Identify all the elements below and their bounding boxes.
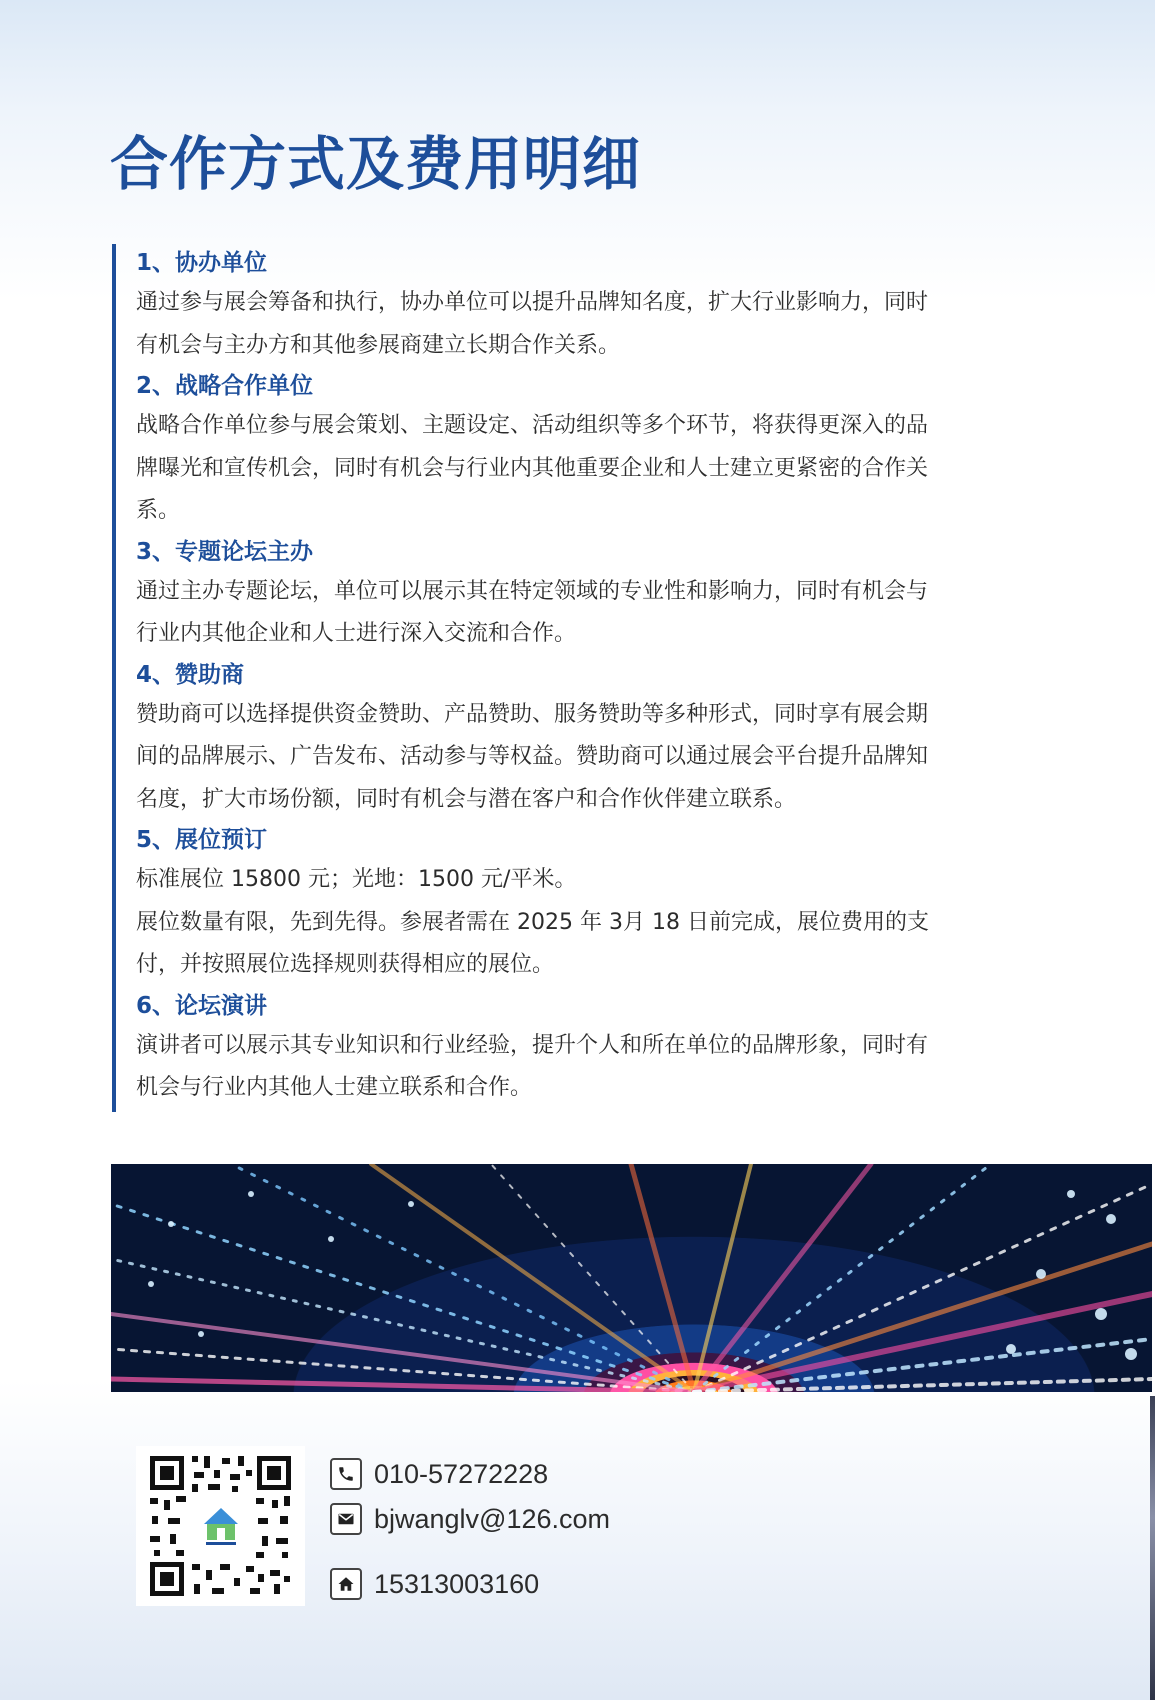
section-text-line: 演讲者可以展示其专业知识和行业经验，提升个人和所在单位的品牌形象，同时有 [136, 1032, 929, 1058]
section-heading-booth-booking: 5、展位预订 [136, 827, 268, 853]
section-heading-sponsor: 4、赞助商 [136, 661, 245, 688]
section-text-line: 通过参与展会筹备和执行，协办单位可以提升品牌知名度，扩大行业影响力，同时 [136, 290, 929, 315]
section-text-line: 标准展位 15800 元；光地：1500 元/平米。 [136, 867, 577, 892]
contact-email-text: bjwanglv@126.com [374, 1503, 611, 1534]
contact-email-row [330, 1503, 610, 1535]
section-text-line: 付，并按照展位选择规则获得相应的展位。 [136, 952, 555, 977]
page-title: 合作方式及费用明细 [110, 130, 642, 198]
qr-code [136, 1446, 305, 1606]
qr-code-graphic [146, 1452, 295, 1600]
edge-decoration [1150, 1396, 1155, 1700]
mail-icon [330, 1503, 362, 1535]
content-section [112, 244, 1042, 1112]
contact-mobile-text: 15313003160 [374, 1568, 540, 1599]
section-text-line: 通过主办专题论坛，单位可以展示其在特定领域的专业性和影响力，同时有机会与 [136, 578, 929, 604]
section-text-line: 展位数量有限，先到先得。参展者需在 2025 年 3月 18 日前完成，展位费用的支 [136, 909, 929, 935]
section-text-line: 行业内其他企业和人士进行深入交流和合作。 [136, 621, 577, 646]
section-text-line: 间的品牌展示、广告发布、活动参与等权益。赞助商可以通过展会平台提升品牌知 [136, 744, 929, 769]
section-text-line: 系。 [136, 498, 181, 523]
section-text-line: 战略合作单位参与展会策划、主题设定、活动组织等多个环节，将获得更深入的品 [136, 413, 929, 438]
section-text-line: 赞助商可以选择提供资金赞助、产品赞助、服务赞助等多种形式，同时享有展会期 [136, 701, 929, 727]
section-text-line: 有机会与主办方和其他参展商建立长期合作关系。 [136, 332, 621, 358]
contact-phone-row [330, 1458, 548, 1490]
section-heading-forum-host: 3、专题论坛主办 [136, 538, 314, 565]
section-heading-forum-speech: 6、论坛演讲 [136, 992, 268, 1019]
section-text-line: 牌曝光和宣传机会，同时有机会与行业内其他重要企业和人士建立更紧密的合作关 [136, 455, 929, 481]
section-text-line: 名度，扩大市场份额，同时有机会与潜在客户和合作伙伴建立联系。 [136, 786, 797, 812]
phone-icon [330, 1458, 362, 1490]
section-heading-strategic-partner: 2、战略合作单位 [136, 373, 314, 399]
section-heading-co-organizer: 1、协办单位 [136, 250, 268, 276]
home-icon [330, 1568, 362, 1600]
contact-phone-text: 010-57272228 [374, 1458, 549, 1489]
light-streaks-graphic [111, 1164, 1152, 1392]
section-text-line: 机会与行业内其他人士建立联系和合作。 [136, 1075, 533, 1100]
banner-image [111, 1164, 1152, 1392]
contact-mobile-row [330, 1568, 539, 1600]
